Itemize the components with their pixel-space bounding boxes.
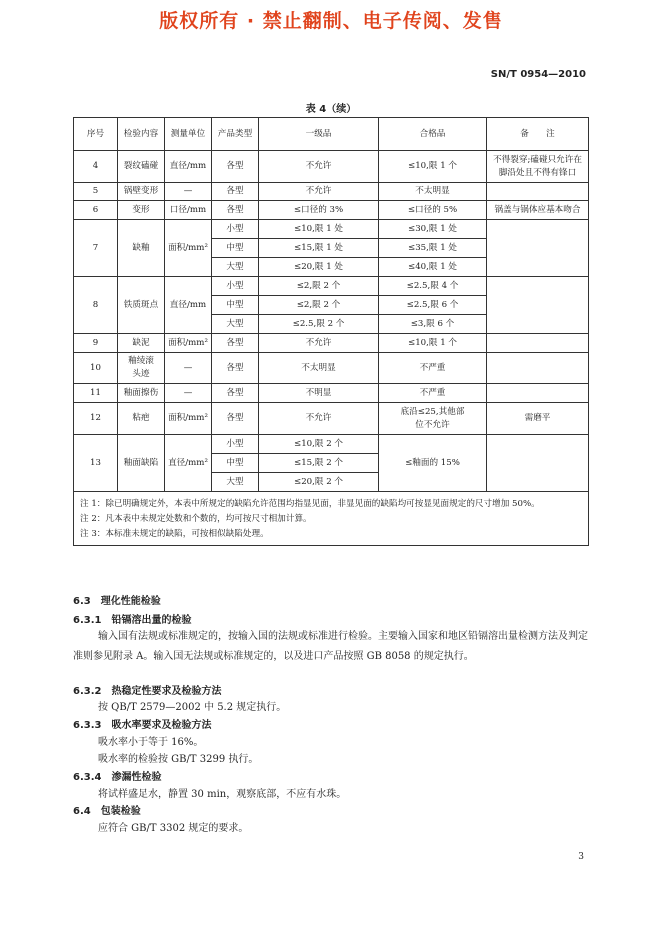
cell-item: 裂纹磕碰 bbox=[118, 151, 165, 183]
cell-no: 6 bbox=[74, 201, 118, 220]
cell-first: ≤2,限 2 个 bbox=[259, 277, 379, 296]
note-2: 注 2：凡本表中未规定处数和个数的，均可按尺寸相加计算。 bbox=[80, 514, 312, 524]
table-row bbox=[74, 220, 589, 239]
cell-item: 缺泥 bbox=[118, 334, 165, 353]
table-notes-row bbox=[74, 492, 589, 546]
cell-remark bbox=[487, 220, 589, 277]
cell-unit: 面积/mm² bbox=[165, 220, 212, 277]
table-title: 表 4（续） bbox=[305, 104, 357, 115]
cell-remark: 需磨平 bbox=[487, 403, 589, 435]
note-1: 注 1：除已明确规定外，本表中所规定的缺陷允许范围均指显见面，非显见面的缺陷均可按显见面规定的尺寸增加 50%。 bbox=[80, 499, 540, 509]
section-6-3-3-heading bbox=[73, 718, 211, 734]
section-title: 包装检验 bbox=[100, 806, 141, 817]
cell-type: 各型 bbox=[212, 151, 259, 183]
section-title: 理化性能检验 bbox=[100, 596, 161, 607]
header-first-grade: 一级品 bbox=[259, 118, 379, 151]
inspection-table bbox=[73, 117, 589, 546]
cell-no: 11 bbox=[74, 384, 118, 403]
table-header-row bbox=[74, 118, 589, 151]
cell-unit: 直径/mm² bbox=[165, 435, 212, 492]
cell-type: 各型 bbox=[212, 353, 259, 384]
standard-code: SN/T 0954—2010 bbox=[490, 69, 586, 80]
cell-type: 中型 bbox=[212, 296, 259, 315]
cell-qualified: ≤40,限 1 处 bbox=[379, 258, 487, 277]
section-title: 铅镉溶出量的检验 bbox=[111, 615, 192, 626]
section-number: 6.3.4 bbox=[73, 772, 102, 783]
cell-unit: — bbox=[165, 384, 212, 403]
cell-type: 小型 bbox=[212, 277, 259, 296]
cell-first: ≤20,限 2 个 bbox=[259, 473, 379, 492]
header-unit: 测量单位 bbox=[165, 118, 212, 151]
cell-first: ≤20,限 1 处 bbox=[259, 258, 379, 277]
cell-qualified: ≤2.5,限 6 个 bbox=[379, 296, 487, 315]
table-row bbox=[74, 277, 589, 296]
cell-qualified: ≤釉面的 15% bbox=[379, 435, 487, 492]
cell-first: 不太明显 bbox=[259, 353, 379, 384]
cell-unit: 直径/mm bbox=[165, 151, 212, 183]
cell-item: 锅壁变形 bbox=[118, 183, 165, 201]
section-number: 6.3.3 bbox=[73, 720, 102, 731]
cell-item: 釉面缺陷 bbox=[118, 435, 165, 492]
section-number: 6.4 bbox=[73, 806, 91, 817]
section-number: 6.3 bbox=[73, 596, 91, 607]
section-title: 热稳定性要求及检验方法 bbox=[111, 686, 222, 697]
section-6-3-3-text-1: 吸水率小于等于 16%。 bbox=[98, 737, 204, 748]
cell-qualified: 不太明显 bbox=[379, 183, 487, 201]
cell-first: ≤口径的 3% bbox=[259, 201, 379, 220]
section-6-4-heading bbox=[73, 804, 141, 820]
cell-first: ≤10,限 2 个 bbox=[259, 435, 379, 454]
cell-no: 10 bbox=[74, 353, 118, 384]
cell-remark bbox=[487, 277, 589, 334]
header-no: 序号 bbox=[74, 118, 118, 151]
cell-no: 7 bbox=[74, 220, 118, 277]
cell-item: 缺釉 bbox=[118, 220, 165, 277]
cell-type: 各型 bbox=[212, 384, 259, 403]
cell-type: 大型 bbox=[212, 315, 259, 334]
table-row bbox=[74, 384, 589, 403]
cell-unit: 口径/mm bbox=[165, 201, 212, 220]
header-qualified: 合格品 bbox=[379, 118, 487, 151]
cell-type: 中型 bbox=[212, 454, 259, 473]
cell-type: 小型 bbox=[212, 435, 259, 454]
section-6-3-4-text: 将试样盛足水，静置 30 min，观察底部，不应有水珠。 bbox=[98, 789, 347, 800]
cell-qualified: 底沿≤25,其他部位不允许 bbox=[379, 403, 487, 435]
watermark: 版权所有 · 禁止翻制、电子传阅、发售 bbox=[159, 10, 503, 32]
cell-remark bbox=[487, 183, 589, 201]
cell-no: 9 bbox=[74, 334, 118, 353]
table-row bbox=[74, 151, 589, 183]
cell-first: ≤15,限 2 个 bbox=[259, 454, 379, 473]
cell-qualified: ≤10,限 1 个 bbox=[379, 334, 487, 353]
cell-first: 不允许 bbox=[259, 183, 379, 201]
cell-first: 不明显 bbox=[259, 384, 379, 403]
cell-first: ≤15,限 1 处 bbox=[259, 239, 379, 258]
section-number: 6.3.2 bbox=[73, 686, 102, 697]
cell-unit: 面积/mm² bbox=[165, 334, 212, 353]
cell-type: 各型 bbox=[212, 201, 259, 220]
cell-item: 粘疤 bbox=[118, 403, 165, 435]
note-3: 注 3：本标准未规定的缺陷，可按相似缺陷处理。 bbox=[80, 529, 269, 539]
cell-type: 各型 bbox=[212, 183, 259, 201]
table-notes bbox=[74, 492, 589, 546]
cell-qualified: ≤30,限 1 处 bbox=[379, 220, 487, 239]
section-number: 6.3.1 bbox=[73, 615, 102, 626]
cell-no: 13 bbox=[74, 435, 118, 492]
cell-type: 各型 bbox=[212, 403, 259, 435]
cell-unit: 直径/mm bbox=[165, 277, 212, 334]
section-6-4-text: 应符合 GB/T 3302 规定的要求。 bbox=[98, 823, 249, 834]
header-type: 产品类型 bbox=[212, 118, 259, 151]
cell-remark: 锅盖与锅体应基本吻合 bbox=[487, 201, 589, 220]
section-6-3-2-text: 按 QB/T 2579—2002 中 5.2 规定执行。 bbox=[98, 702, 287, 713]
cell-first: 不允许 bbox=[259, 334, 379, 353]
cell-no: 8 bbox=[74, 277, 118, 334]
section-6-3-4-heading bbox=[73, 770, 161, 786]
section-6-3-1-text: 输入国有法规或标准规定的，按输入国的法规或标准进行检验。主要输入国家和地区铅镉溶出量检测方法及判定准则参见附录 A。输入国无法规或标准规定的，以及进口产品按照 GB 8058 的规定执行。 bbox=[73, 631, 588, 662]
cell-first: 不允许 bbox=[259, 151, 379, 183]
cell-unit: 面积/mm² bbox=[165, 403, 212, 435]
cell-type: 大型 bbox=[212, 473, 259, 492]
cell-first: ≤10,限 1 处 bbox=[259, 220, 379, 239]
cell-qualified: ≤口径的 5% bbox=[379, 201, 487, 220]
header-item: 检验内容 bbox=[118, 118, 165, 151]
cell-qualified: ≤10,限 1 个 bbox=[379, 151, 487, 183]
cell-first: ≤2.5,限 2 个 bbox=[259, 315, 379, 334]
section-title: 渗漏性检验 bbox=[111, 772, 162, 783]
cell-qualified: ≤2.5,限 4 个 bbox=[379, 277, 487, 296]
cell-item: 釉面擦伤 bbox=[118, 384, 165, 403]
table-row bbox=[74, 183, 589, 201]
cell-type: 小型 bbox=[212, 220, 259, 239]
table-row bbox=[74, 201, 589, 220]
cell-item: 釉绫滚头迹 bbox=[118, 353, 165, 384]
cell-unit: — bbox=[165, 183, 212, 201]
section-6-3-3-text-2: 吸水率的检验按 GB/T 3299 执行。 bbox=[98, 754, 259, 765]
table-row bbox=[74, 435, 589, 454]
section-6-3-heading bbox=[73, 594, 161, 610]
cell-unit: — bbox=[165, 353, 212, 384]
cell-type: 中型 bbox=[212, 239, 259, 258]
cell-qualified: ≤3,限 6 个 bbox=[379, 315, 487, 334]
cell-type: 各型 bbox=[212, 334, 259, 353]
section-6-3-2-heading bbox=[73, 684, 221, 700]
table-row bbox=[74, 334, 589, 353]
cell-remark: 不得裂穿;磕碰只允许在脚沿处且不得有锋口 bbox=[487, 151, 589, 183]
cell-no: 12 bbox=[74, 403, 118, 435]
cell-item: 铁质斑点 bbox=[118, 277, 165, 334]
cell-qualified: ≤35,限 1 处 bbox=[379, 239, 487, 258]
cell-type: 大型 bbox=[212, 258, 259, 277]
cell-no: 4 bbox=[74, 151, 118, 183]
cell-item: 变形 bbox=[118, 201, 165, 220]
cell-qualified: 不严重 bbox=[379, 353, 487, 384]
cell-remark bbox=[487, 384, 589, 403]
cell-remark bbox=[487, 334, 589, 353]
table-row bbox=[74, 353, 589, 384]
header-remark: 备 注 bbox=[487, 118, 589, 151]
page-number: 3 bbox=[578, 852, 584, 862]
cell-first: ≤2,限 2 个 bbox=[259, 296, 379, 315]
section-title: 吸水率要求及检验方法 bbox=[111, 720, 212, 731]
table-row bbox=[74, 403, 589, 435]
cell-remark bbox=[487, 435, 589, 492]
cell-remark bbox=[487, 353, 589, 384]
cell-qualified: 不严重 bbox=[379, 384, 487, 403]
cell-no: 5 bbox=[74, 183, 118, 201]
cell-first: 不允许 bbox=[259, 403, 379, 435]
